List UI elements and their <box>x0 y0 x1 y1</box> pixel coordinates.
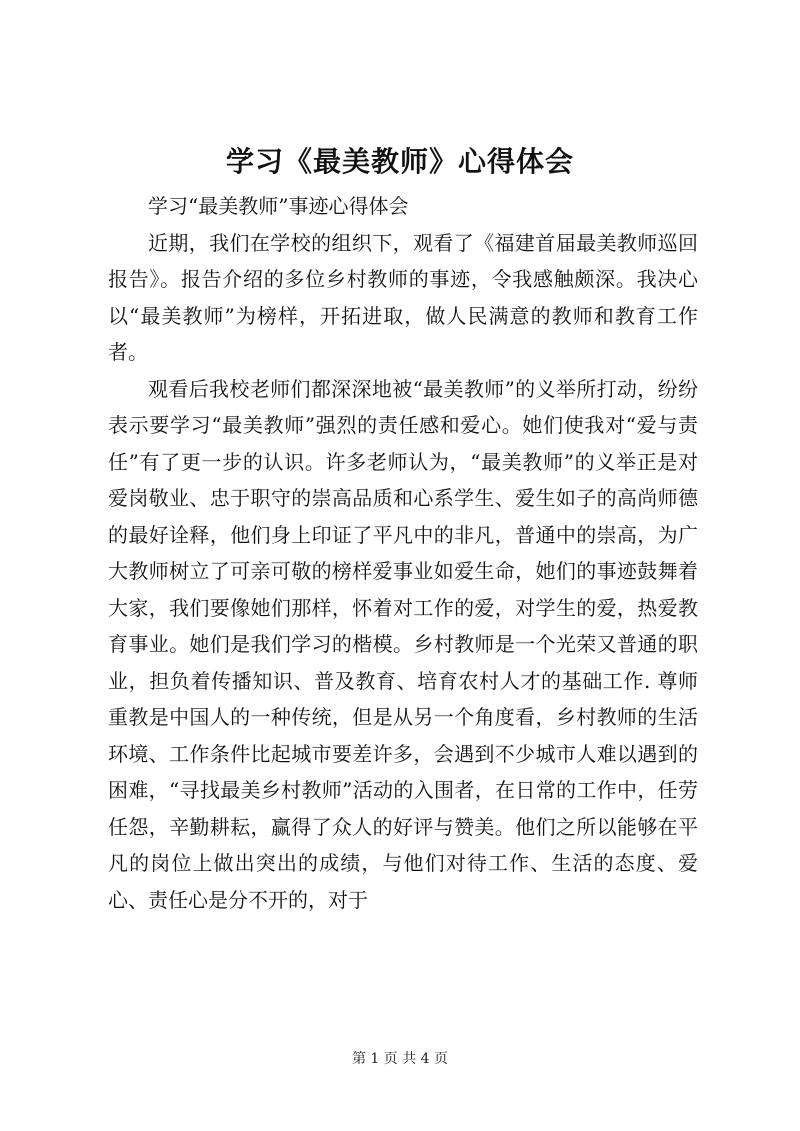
body-paragraph: 观看后我校老师们都深深地被“最美教师”的义举所打动，纷纷表示要学习“最美教师”强烈的责任感和爱心。她们使我对“爱与责任”有了更一步的认识。许多老师认为，“最美教师”的义举正是对爱岗敬业、忠于职守的崇高品质和心系学生、爱生如子的高尚师德的最好诠释，他们身上印证了平凡中的非凡，普通中的崇高，为广大教师树立了可亲可敬的榜样爱事业如爱生命，她们的事迹鼓舞着大家，我们要像她们那样，怀着对工作的爱，对学生的爱，热爱教育事业。她们是我们学习的楷模。乡村教师是一个光荣又普通的职业，担负着传播知识、普及教育、培育农村人才的基础工作. 尊师重教是中国人的一种传统，但是从另一个角度看，乡村教师的生活环境、工作条件比起城市要差许多，会遇到不少城市人难以遇到的困难，“寻找最美乡村教师”活动的入围者，在日常的工作中，任劳任怨，辛勤耕耘，赢得了众人的好评与赞美。他们之所以能够在平凡的岗位上做出突出的成绩，与他们对待工作、生活的态度、爱心、责任心是分不开的，对于 <box>108 376 698 912</box>
document-body <box>108 188 698 918</box>
page-footer: 第 1 页 共 4 页 <box>351 1051 449 1067</box>
subtitle-paragraph: 学习“最美教师”事迹心得体会 <box>148 194 409 218</box>
document-title: 学习《最美教师》心得体会 <box>225 145 574 178</box>
body-paragraph: 近期，我们在学校的组织下，观看了《福建首届最美教师巡回报告》。报告介绍的多位乡村教师的事迹，令我感触颇深。我决心以“最美教师”为榜样，开拓进取，做人民满意的教师和教育工作者。 <box>108 230 698 364</box>
